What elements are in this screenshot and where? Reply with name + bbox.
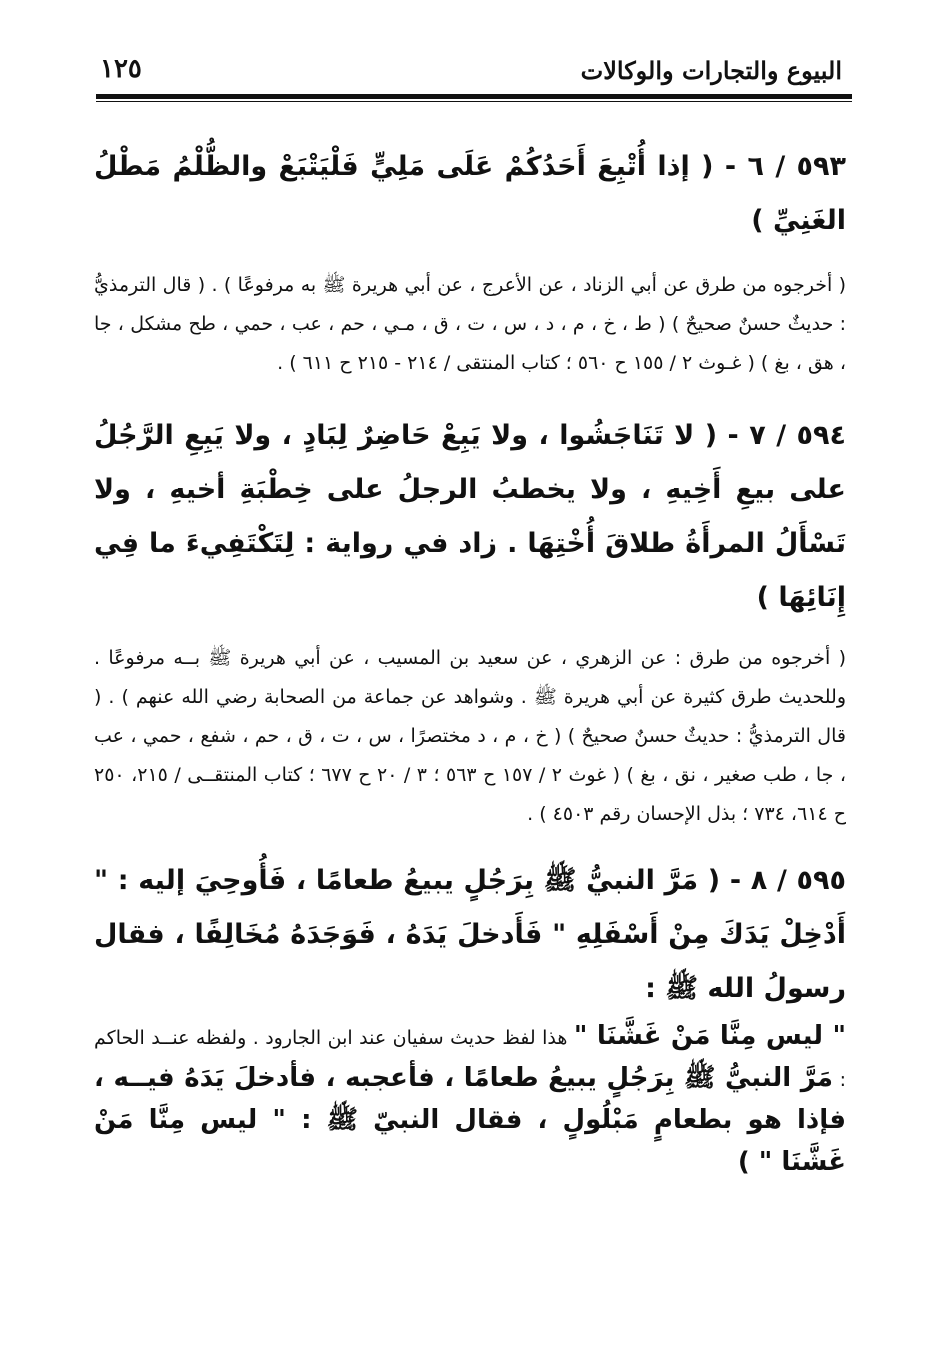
page-number: ١٢٥ [100, 54, 142, 84]
header-rule-thin [96, 101, 852, 102]
hadith-number: ٥٩٣ / ٦ - [724, 151, 846, 182]
hadith-text: ( مَرَّ النبيُّ ﷺ بِرَجُلٍ يبيعُ طعامًا ، فَأُوحِيَ إليه : " أَدْخِلْ يَدَكَ مِنْ أَسْفَلِهِ " فَأَدخلَ يَدَهُ ، فَوَجَدَهُ مُخَالِفًا ، فقال رسولُ الله ﷺ : [94, 865, 846, 1004]
takhrij-595 [94, 1016, 846, 1184]
page-content [94, 140, 846, 1184]
hadith-594 [94, 409, 846, 625]
header-rule-thick [96, 94, 852, 99]
hadith-text: ( إذا أُتْبِعَ أَحَدُكُمْ عَلَى مَلِيٍّ فَلْيَتْبَعْ والظُّلْمُ مَطْلُ الغَنِيِّ ) [94, 151, 846, 236]
quoted-saying: " ليس مِنَّا مَنْ غَشَّنَا " [573, 1021, 846, 1051]
hadith-593 [94, 140, 846, 248]
takhrij-594: ( أخرجوه من طرق : عن الزهري ، عن سعيد بن المسيب ، عن أبي هريرة ﷺ بــه مرفوعًا . وللحديث طرق كثيرة عن أبي هريرة ﷺ . وشواهد عن جماعة من الصحابة رضي الله عنهم ) . ( قال الترمذيُّ : حديثٌ حسنٌ صحيحٌ ) ( خ ، م ، د مختصرًا ، س ، ت ، ق ، حم ، شفع ، حمي ، عب ، جا ، طب صغير ، نق ، بغ ) ( غوث ٢ / ١٥٧ ح ٥٦٣ ؛ ٣ / ٢٠ ح ٦٧٧ ؛ كتاب المنتقــى / ٢١٥، ٢٥٠ ح ٦١٤، ٧٣٤ ؛ بذل الإحسان رقم ٤٥٠٣ ) . [94, 647, 846, 825]
hadith-595 [94, 854, 846, 1016]
page-header [96, 50, 848, 94]
takhrij-note: هذا لفظ حديث سفيان عند ابن الجارود . ولفظه عنــد الحاكم : [94, 1027, 846, 1091]
hadith-number: ٥٩٤ / ٧ - [727, 420, 846, 451]
running-title: البيوع والتجارات والوكالات [580, 56, 842, 85]
takhrij-593: ( أخرجوه من طرق عن أبي الزناد ، عن الأعرج ، عن أبي هريرة ﷺ به مرفوعًا ) . ( قال الترمذيُّ : حديثٌ حسنٌ صحيحٌ ) ( ط ، خ ، م ، د ، س ، ت ، ق ، مـي ، حم ، عب ، حمي ، طح مشكل ، جا ، هق ، بغ ) ( غـوث ٢ / ١٥٥ ح ٥٦٠ ؛ كتاب المنتقى / ٢١٤ - ٢١٥ ح ٦١١ ) . [94, 274, 846, 374]
hadith-number: ٥٩٥ / ٨ - [729, 865, 846, 896]
hadith-text: ( لا تَنَاجَشُوا ، ولا يَبِعْ حَاضِرٌ لِبَادٍ ، ولا يَبِعِ الرَّجُلُ على بيعِ أَخِيهِ ، ولا يخطبُ الرجلُ على خِطْبَةِ أخيهِ ، ولا تَسْأَلُ المرأَةُ طلاقَ أُخْتِهَا . زاد في رواية : لِتَكْتَفِيءَ ما فِي إِنَائِهَا ) [94, 420, 846, 613]
hakim-wording: مَرَّ النبيُّ ﷺ بِرَجُلٍ يبيعُ طعامًا ، فأعجبه ، فأدخلَ يَدَهُ فيــه ، فإذا هو بطعامٍ مَبْلُولٍ ، فقال النبيّ ﷺ : " ليس مِنَّا مَنْ غَشَّنَا " ) [94, 1063, 846, 1177]
